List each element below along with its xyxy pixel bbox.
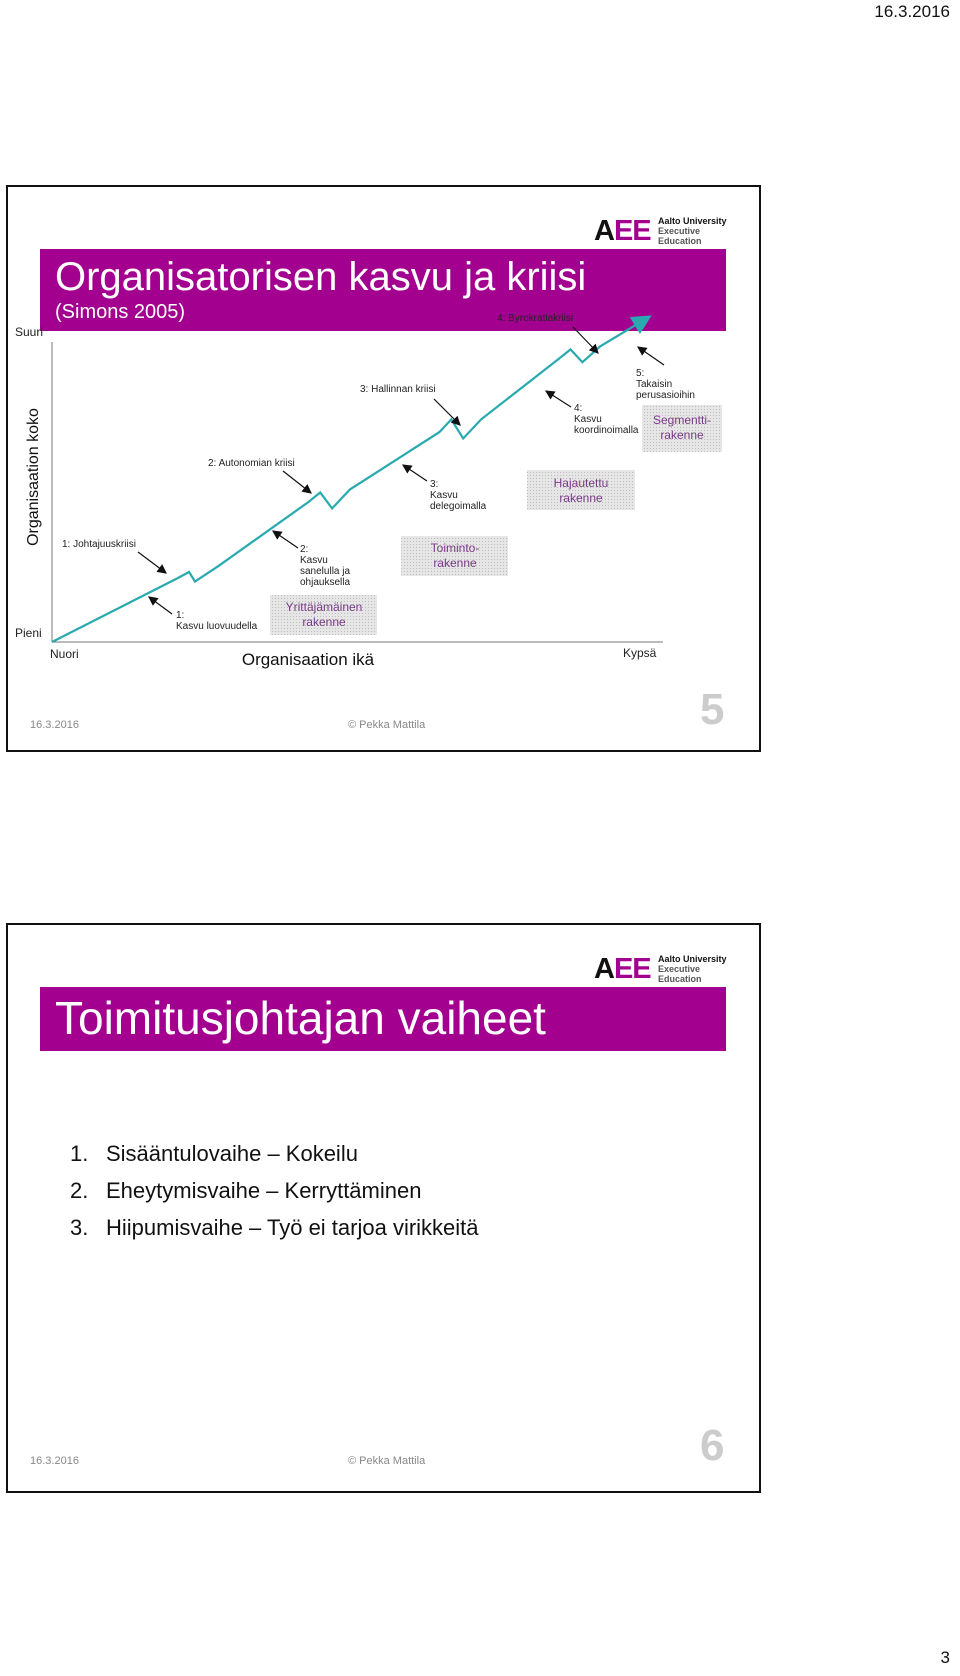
growth-phase-label: 1:: [176, 610, 185, 621]
slide-title-bar: [40, 987, 726, 1051]
structure-label: rakenne: [433, 556, 477, 570]
slide-footer-copyright: © Pekka Mattila: [348, 1455, 426, 1467]
slide-footer-copyright: © Pekka Mattila: [348, 719, 426, 731]
stage-text: Hiipumisvaihe – Työ ei tarjoa virikkeitä: [106, 1215, 479, 1240]
stage-item: [70, 1172, 479, 1209]
structure-label: Hajautettu: [553, 476, 609, 490]
logo-university-text: Aalto University: [658, 954, 727, 964]
growth-phase-label: Takaisin: [636, 379, 673, 390]
structure-label: rakenne: [559, 491, 603, 505]
slide-number: 6: [700, 1421, 725, 1470]
growth-phase-arrow: [403, 465, 427, 481]
growth-phase-arrow: [638, 347, 664, 365]
crisis-label: 3: Hallinnan kriisi: [360, 384, 436, 395]
growth-phase-label: 4:: [574, 403, 583, 414]
growth-phase-label: sanelulla ja: [300, 566, 351, 577]
structure-label: rakenne: [302, 615, 346, 629]
logo-university-text: Aalto University: [658, 216, 727, 226]
structure-label: Yrittäjämäinen: [285, 600, 363, 614]
stage-item: [70, 1135, 479, 1172]
stage-number: 1.: [70, 1141, 89, 1166]
stage-text: Eheytymisvaihe – Kerryttäminen: [106, 1178, 422, 1203]
slide-footer-date: 16.3.2016: [30, 719, 79, 731]
page-date: 16.3.2016: [874, 2, 950, 21]
growth-phase-label: Kasvu: [430, 490, 458, 501]
growth-phase-arrow: [546, 391, 571, 407]
stage-number: 2.: [70, 1178, 89, 1203]
stage-number: 3.: [70, 1215, 89, 1240]
x-tick-label-kypsa: Kypsä: [623, 646, 657, 660]
growth-phase-label: koordinoimalla: [574, 425, 639, 436]
slide-footer-date: 16.3.2016: [30, 1455, 79, 1467]
slide-organisational-growth: [6, 185, 761, 752]
structure-label: Segmentti-: [652, 413, 712, 427]
growth-phase-label: Kasvu luovuudella: [176, 621, 258, 632]
y-tick-label-pieni: Pieni: [15, 626, 42, 640]
growth-phase-label: 3:: [430, 479, 439, 490]
growth-phase-label: 5:: [636, 368, 645, 379]
x-tick-label-nuori: Nuori: [50, 647, 79, 661]
growth-phase-label: Kasvu: [574, 414, 602, 425]
crisis-label: 4: Byrokratiakriisi: [497, 313, 574, 324]
growth-phase-label: 2:: [300, 544, 309, 555]
stage-item: [70, 1209, 479, 1246]
growth-phase-arrow: [149, 597, 172, 614]
growth-phase-label: perusasioihin: [636, 390, 695, 401]
crisis-label: 2: Autonomian kriisi: [208, 458, 295, 469]
growth-phase-label: Kasvu: [300, 555, 328, 566]
crisis-label: 1: Johtajuuskriisi: [62, 539, 136, 550]
aee-logo-mark: AEE: [594, 215, 651, 247]
growth-phase-label: delegoimalla: [430, 501, 487, 512]
ceo-stage-list: [70, 1135, 479, 1246]
crisis-arrow: [573, 327, 598, 353]
x-axis-title: Organisaation ikä: [241, 650, 375, 669]
growth-phase-arrow: [273, 531, 298, 548]
growth-crisis-chart: [8, 187, 759, 750]
slide-title: Toimitusjohtajan vaiheet: [55, 992, 546, 1044]
aee-logo: [594, 953, 744, 983]
y-axis-title: Organisaation koko: [25, 408, 42, 546]
growth-phase-label: ohjauksella: [300, 577, 351, 588]
slide-ceo-stages: [6, 923, 761, 1493]
aee-logo-mark: AEE: [594, 953, 651, 985]
stage-text: Sisääntulovaihe – Kokeilu: [106, 1141, 358, 1166]
crisis-arrow: [283, 471, 311, 493]
slide-title: Organisatorisen kasvu ja kriisi: [55, 255, 587, 299]
slide-subtitle: (Simons 2005): [55, 301, 186, 323]
structure-label: Toiminto-: [430, 541, 480, 555]
slide-number: 5: [700, 685, 725, 734]
crisis-arrow: [138, 552, 166, 573]
structure-label: rakenne: [660, 428, 704, 442]
crisis-arrow: [434, 399, 460, 425]
page-number: 3: [940, 1648, 950, 1667]
logo-executive-text: Executive Education: [658, 226, 702, 246]
y-tick-label-suuri: Suuri: [15, 325, 44, 339]
logo-executive-text: Executive Education: [658, 964, 702, 984]
